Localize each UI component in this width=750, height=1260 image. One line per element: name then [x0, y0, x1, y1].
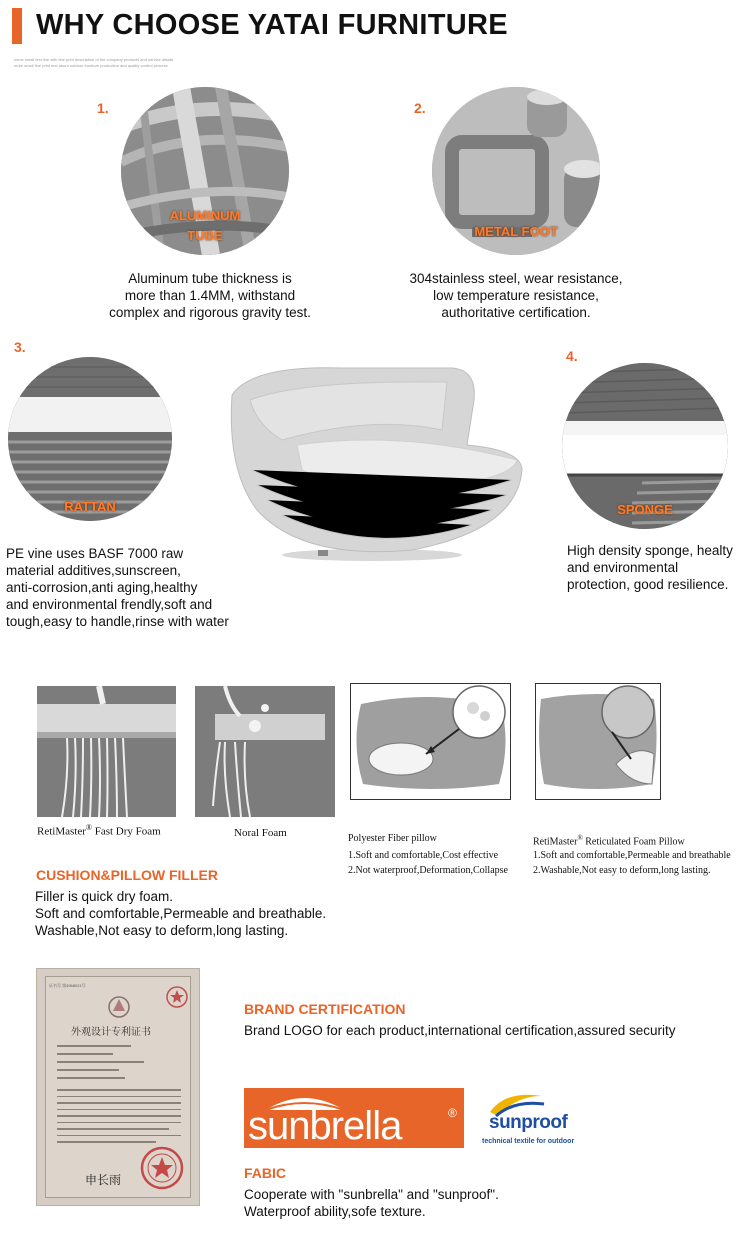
rattan-photo — [8, 357, 172, 521]
certificate-signature: 申长雨 — [85, 1173, 122, 1187]
aluminum-tube-photo — [121, 87, 289, 255]
reticulated-pillow-title — [533, 831, 685, 849]
feature-4-description — [567, 542, 747, 593]
feature-3-desc-line: and environmental frendly,soft and — [6, 597, 213, 612]
sponge-photo — [562, 363, 728, 529]
sunbrella-wordmark: sunbrella — [248, 1104, 402, 1148]
feature-3-desc-line: PE vine uses BASF 7000 raw — [6, 546, 184, 561]
certificate-body-lines — [57, 1045, 181, 1143]
feature-4-number: 4. — [566, 348, 578, 364]
feature-1-desc-line: complex and rigorous gravity test. — [109, 305, 311, 320]
registered-mark: ® — [577, 834, 583, 842]
patent-emblem-icon — [107, 995, 131, 1019]
feature-2-description — [388, 270, 644, 321]
rattan-chair-image — [222, 360, 532, 565]
header-fine-print-2: more small fine print text about outdoor furniture production and quality control process — [14, 63, 168, 68]
sunbrella-registered: ® — [448, 1106, 457, 1120]
feature-4-desc-line: protection, good resilience. — [567, 577, 729, 592]
header-accent-bar — [12, 8, 22, 44]
patent-certificate-image — [36, 968, 200, 1206]
aluminum-tube-label-1: ALUMINUM — [169, 208, 241, 223]
cushion-filler-title: CUSHION&PILLOW FILLER — [36, 867, 218, 883]
feature-3-desc-line: anti-corrosion,anti aging,healthy — [6, 580, 198, 595]
feature-2-desc-line: low temperature resistance, — [433, 288, 599, 303]
fabric-line: Cooperate with "sunbrella" and "sunproof". — [244, 1187, 499, 1202]
brand-certification-text: Brand LOGO for each product,international certification,assured security — [244, 1023, 676, 1038]
cushion-line: Filler is quick dry foam. — [35, 889, 174, 904]
caption-brand: RetiMaster — [37, 825, 86, 838]
pillow-point: 2.Washable,Not easy to deform,long lasting. — [533, 865, 711, 876]
feature-1-number: 1. — [97, 100, 109, 116]
sunproof-tagline: technical textile for outdoor — [482, 1138, 575, 1145]
feature-1-description — [80, 270, 340, 321]
pillow-point: 1.Soft and comfortable,Permeable and breathable — [533, 850, 731, 861]
polyester-pillow-photo — [350, 683, 511, 800]
cushion-filler-text — [35, 888, 375, 939]
caption-text: Reticulated Foam Pillow — [585, 836, 685, 848]
fabric-line: Waterproof ability,sofe texture. — [244, 1204, 426, 1219]
pillow-point: 2.Not waterproof,Deformation,Collapse — [348, 865, 508, 876]
registered-mark: ® — [85, 823, 92, 832]
brand-certification-title: BRAND CERTIFICATION — [244, 1001, 406, 1017]
official-stamp-icon — [165, 985, 189, 1009]
sunbrella-logo — [244, 1088, 464, 1148]
fabric-text — [244, 1186, 644, 1220]
fast-dry-foam-caption — [37, 823, 161, 838]
feature-1-desc-line: more than 1.4MM, withstand — [124, 288, 296, 303]
cushion-line: Soft and comfortable,Permeable and breathable. — [35, 906, 327, 921]
header-fine-print-1: some small text line with fine print description of the company products and service details — [14, 57, 174, 62]
reticulated-pillow-points — [533, 848, 731, 878]
page-title: WHY CHOOSE YATAI FURNITURE — [36, 9, 508, 41]
polyester-pillow-points — [348, 848, 508, 878]
cushion-line: Washable,Not easy to deform,long lasting. — [35, 923, 289, 938]
reticulated-pillow-photo — [535, 683, 661, 800]
caption-brand: RetiMaster — [533, 836, 578, 848]
fabric-title: FABIC — [244, 1165, 286, 1181]
feature-3-number: 3. — [14, 339, 26, 355]
certificate-title: 外观设计专利证书 — [71, 1027, 151, 1038]
feature-3-desc-line: material additives,sunscreen, — [6, 563, 181, 578]
normal-foam-photo — [195, 686, 335, 817]
metal-foot-photo — [432, 87, 600, 255]
sunproof-wordmark: sunproof — [489, 1112, 568, 1133]
red-seal-icon — [139, 1145, 185, 1191]
sunproof-logo — [480, 1090, 600, 1150]
pillow-point: 1.Soft and comfortable,Cost effective — [348, 850, 499, 861]
feature-2-desc-line: 304stainless steel, wear resistance, — [409, 271, 623, 286]
metal-foot-label: METAL FOOT — [474, 224, 558, 239]
normal-foam-caption: Noral Foam — [234, 827, 287, 839]
fast-dry-foam-photo — [37, 686, 176, 817]
caption-text: Fast Dry Foam — [94, 825, 161, 838]
feature-4-desc-line: High density sponge, healty — [567, 543, 733, 558]
rattan-label: RATTAN — [64, 499, 116, 514]
certificate-number: 证书号 第4968021号 — [49, 983, 86, 988]
feature-2-desc-line: authoritative certification. — [441, 305, 591, 320]
aluminum-tube-label-2: TUBE — [187, 228, 223, 243]
feature-2-number: 2. — [414, 100, 426, 116]
feature-1-desc-line: Aluminum tube thickness is — [128, 271, 292, 286]
feature-4-desc-line: and environmental — [567, 560, 679, 575]
sponge-label: SPONGE — [617, 502, 673, 517]
feature-3-desc-line: tough,easy to handle,rinse with water — [6, 614, 229, 629]
polyester-pillow-title: Polyester Fiber pillow — [348, 833, 437, 844]
